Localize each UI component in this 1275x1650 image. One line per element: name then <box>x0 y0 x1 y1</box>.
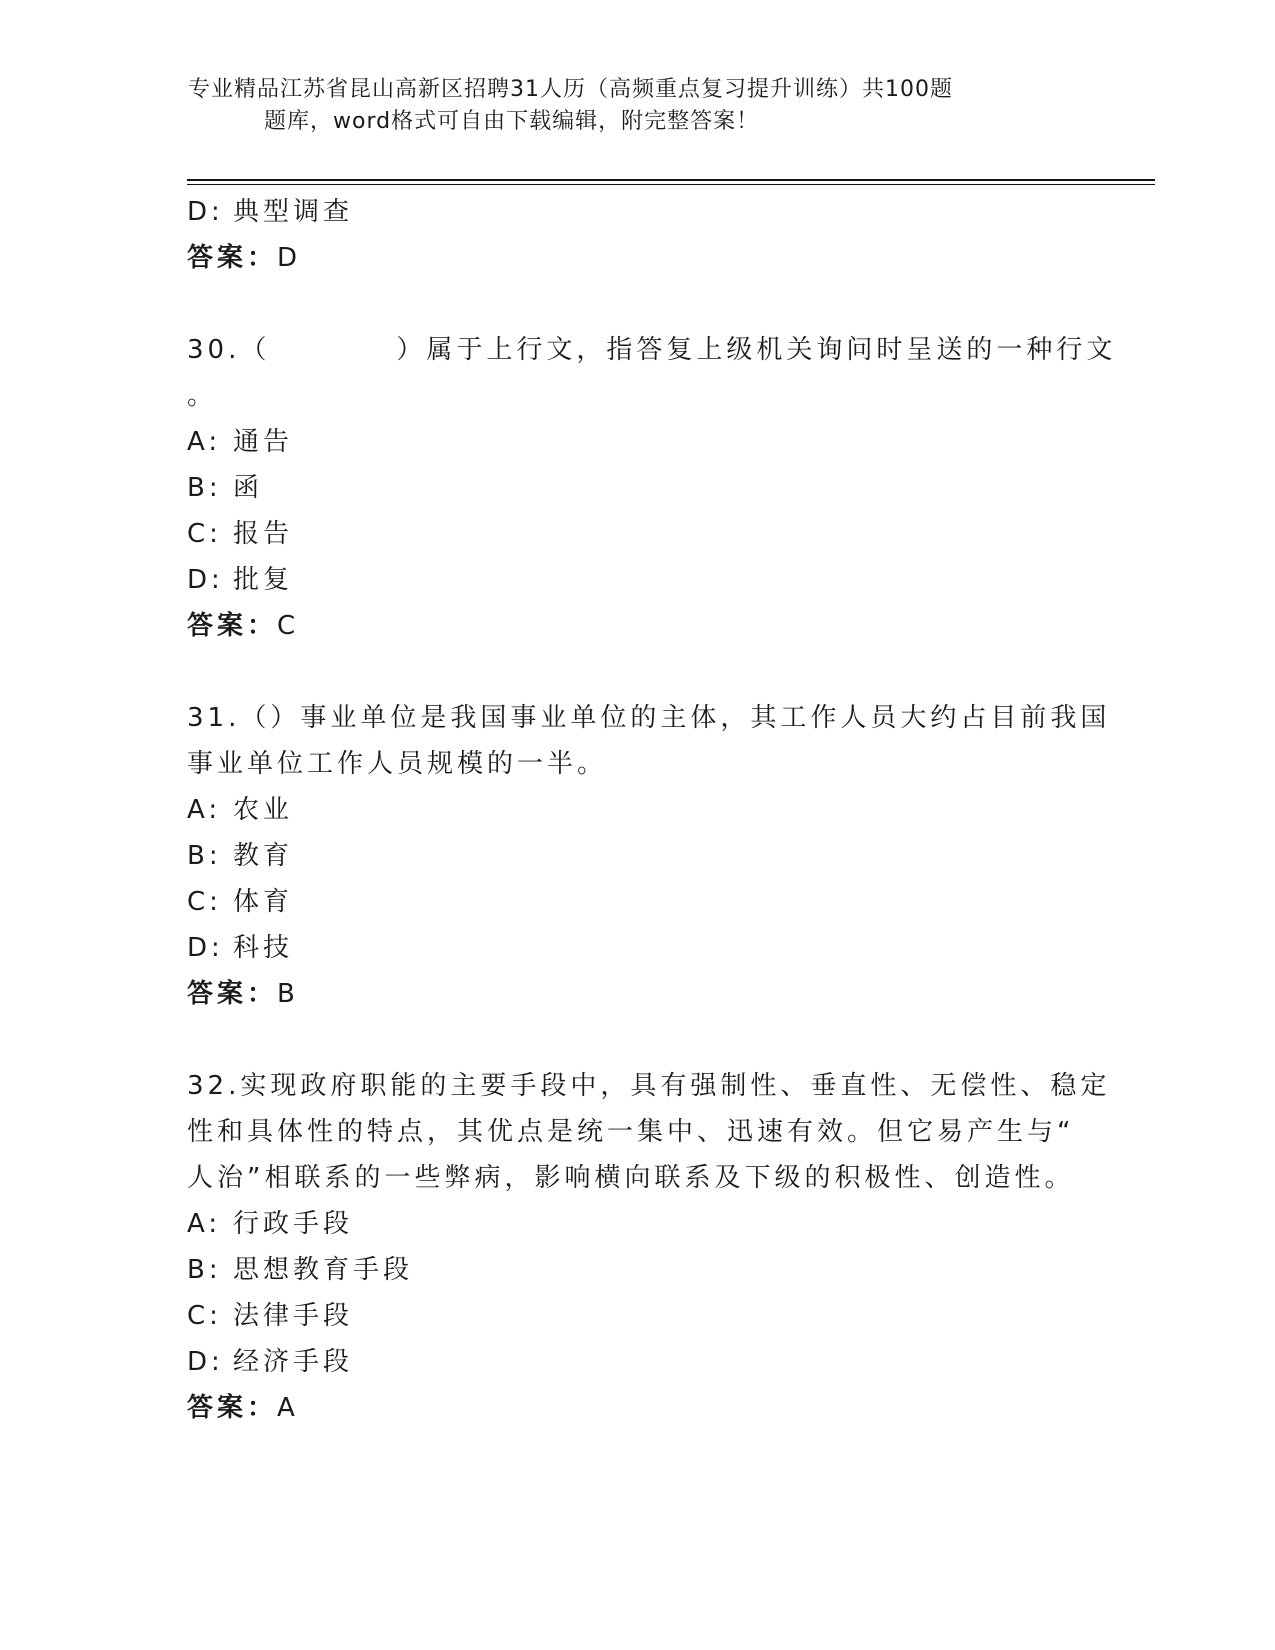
option-label: A: <box>187 795 222 825</box>
option-c <box>187 879 1087 925</box>
prev-answer <box>187 235 1087 281</box>
option-text: 法律手段 <box>233 1301 354 1331</box>
header-rule-thin <box>187 184 1155 185</box>
question-stem-part: 30.（ <box>187 335 271 365</box>
answer-label: 答案： <box>187 243 278 273</box>
option-a <box>187 419 1087 465</box>
option-a <box>187 787 1087 833</box>
answer <box>187 603 1087 649</box>
option-label: C: <box>187 1301 222 1331</box>
question-stem-line: 31.（）事业单位是我国事业单位的主体，其工作人员大约占目前我国 <box>187 703 1111 733</box>
option-label: B: <box>187 1255 222 1285</box>
spacer <box>187 281 1087 327</box>
option-label: D: <box>187 1347 224 1377</box>
option-b <box>187 465 1087 511</box>
option-a <box>187 1201 1087 1247</box>
option-text: 经济手段 <box>233 1347 354 1377</box>
option-text: 批复 <box>233 565 294 595</box>
question-stem-line: 性和具体性的特点，其优点是统一集中、迅速有效。但它易产生与“ <box>187 1117 1075 1147</box>
question-30 <box>187 327 1117 649</box>
question-stem-continuation: 。 <box>187 381 218 411</box>
option-text: 通告 <box>233 427 294 457</box>
answer-label: 答案： <box>187 611 278 641</box>
option-text: 典型调查 <box>233 197 354 227</box>
option-label: D: <box>187 933 224 963</box>
header-rule-thick <box>187 179 1155 181</box>
question-31 <box>187 695 1111 1017</box>
answer-value: B <box>277 979 299 1009</box>
option-text: 报告 <box>233 519 294 549</box>
option-b <box>187 1247 1087 1293</box>
page-header <box>188 74 1068 138</box>
question-32 <box>187 1063 1111 1431</box>
option-label: D: <box>187 565 224 595</box>
option-d <box>187 557 1087 603</box>
option-label: A: <box>187 427 222 457</box>
option-text: 农业 <box>233 795 294 825</box>
option-text: 思想教育手段 <box>233 1255 414 1285</box>
option-c <box>187 1293 1087 1339</box>
option-text: 教育 <box>233 841 294 871</box>
option-label: B: <box>187 841 222 871</box>
option-text: 行政手段 <box>233 1209 354 1239</box>
answer <box>187 971 1087 1017</box>
prev-option-d <box>187 189 1087 235</box>
option-d <box>187 1339 1087 1385</box>
spacer <box>187 1017 1087 1063</box>
option-d <box>187 925 1087 971</box>
option-text: 科技 <box>233 933 294 963</box>
answer-label: 答案： <box>187 979 278 1009</box>
answer-value: D <box>277 243 302 273</box>
option-text: 函 <box>233 473 264 503</box>
question-content <box>187 189 1117 1431</box>
answer <box>187 1385 1087 1431</box>
question-stem-part: ）属于上行文，指答复上级机关询问时呈送的一种行文 <box>396 335 1117 365</box>
option-label: B: <box>187 473 222 503</box>
option-label: C: <box>187 887 222 917</box>
spacer <box>187 649 1087 695</box>
option-label: A: <box>187 1209 222 1239</box>
question-stem <box>187 327 1117 373</box>
answer-label: 答案： <box>187 1393 278 1423</box>
option-text: 体育 <box>233 887 294 917</box>
question-stem-line: 32.实现政府职能的主要手段中，具有强制性、垂直性、无偿性、稳定 <box>187 1071 1111 1101</box>
option-label: D: <box>187 197 224 227</box>
question-stem-line: 事业单位工作人员规模的一半。 <box>187 749 608 779</box>
option-b <box>187 833 1087 879</box>
answer-value: A <box>277 1393 299 1423</box>
answer-value: C <box>277 611 300 641</box>
option-label: C: <box>187 519 222 549</box>
header-title-line1: 专业精品江苏省昆山高新区招聘31人历（高频重点复习提升训练）共100题 <box>188 77 953 102</box>
question-stem-line: 人治”相联系的一些弊病，影响横向联系及下级的积极性、创造性。 <box>187 1163 1075 1193</box>
header-title-line2: 题库，word格式可自由下载编辑，附完整答案！ <box>264 109 760 134</box>
option-c <box>187 511 1087 557</box>
